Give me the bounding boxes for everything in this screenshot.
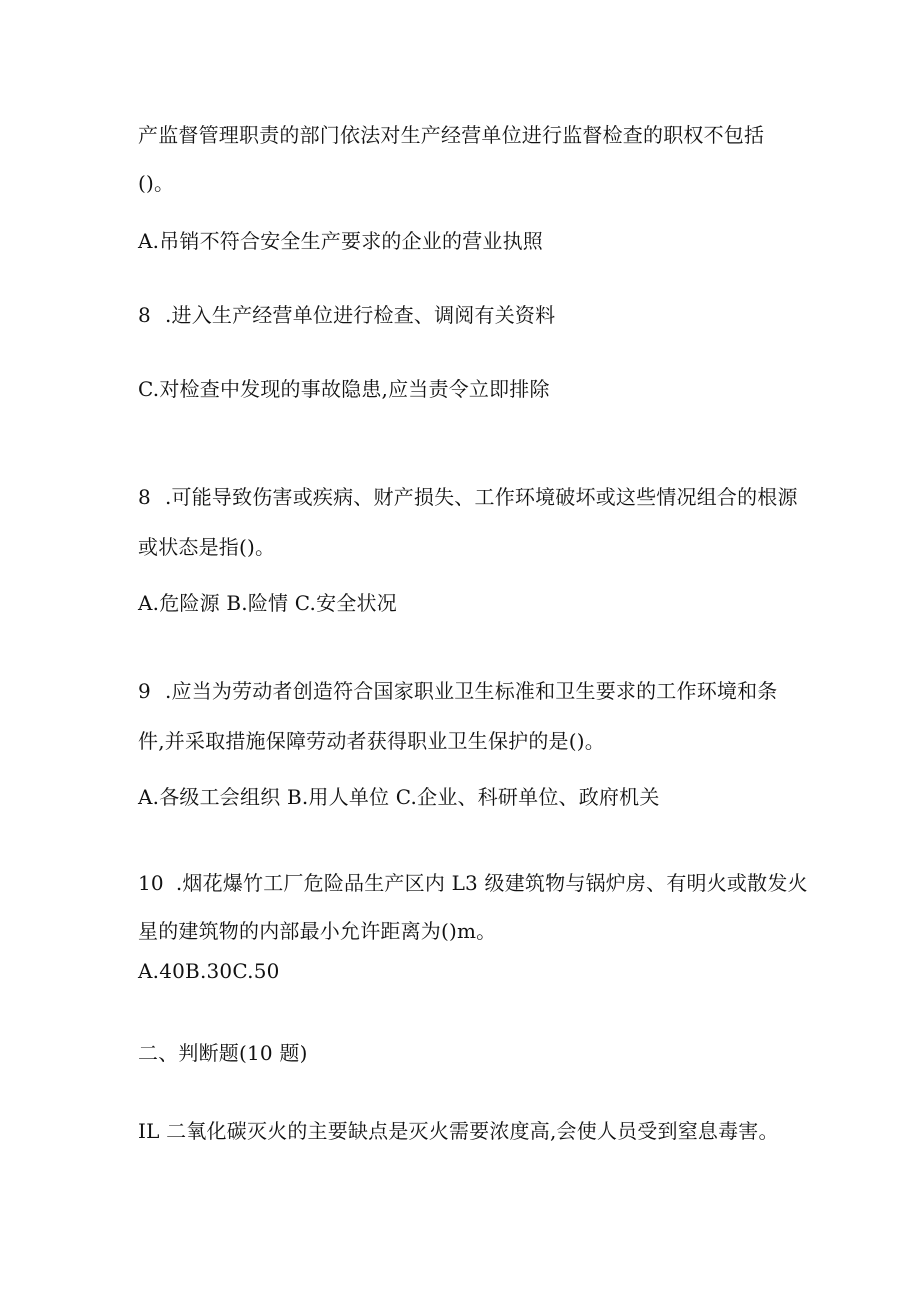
q7-stem-line1: 产监督管理职责的部门依法对生产经营单位进行监督检查的职权不包括 [138,123,765,147]
q10-options: A.40B.30C.50 [138,959,280,983]
q7-option-a: A.吊销不符合安全生产要求的企业的营业执照 [138,229,544,253]
q8-number: 8 [138,485,151,509]
q10-stem-text: .烟花爆竹工厂危险品生产区内 L3 级建筑物与锅炉房、有明火或散发火 [175,871,808,895]
section-heading: 二、判断题(10 题) [138,1041,308,1065]
q9-stem-line2: 件,并采取措施保障劳动者获得职业卫生保护的是()。 [138,729,605,753]
q8-stem-line1 [138,484,798,510]
q8-options: A.危险源 B.险情 C.安全状况 [138,591,397,615]
q7-option-b-number: 8 [138,303,151,327]
q10-number: 10 [138,871,164,895]
q8-stem-line2: 或状态是指()。 [138,535,276,559]
q7-stem-line2: ()。 [138,171,175,195]
q9-number: 9 [138,679,151,703]
q9-options: A.各级工会组织 B.用人单位 C.企业、科研单位、政府机关 [138,785,660,809]
q7-option-b [138,302,555,328]
q9-stem-line1 [138,678,778,704]
q9-stem-text: .应当为劳动者创造符合国家职业卫生标准和卫生要求的工作环境和条 [164,679,778,703]
q10-stem-line1 [138,870,808,896]
q8-stem-text: .可能导致伤害或疾病、财产损失、工作环境破坏或这些情况组合的根源 [164,485,798,509]
tf-question-1: IL 二氧化碳灭火的主要缺点是灭火需要浓度高,会使人员受到窒息毒害。 [138,1119,779,1143]
q10-stem-line2: 星的建筑物的内部最小允许距离为()m。 [138,919,497,943]
q7-option-c: C.对检查中发现的事故隐患,应当责令立即排除 [138,377,550,401]
q7-option-b-text: .进入生产经营单位进行检查、调阅有关资料 [164,303,556,327]
